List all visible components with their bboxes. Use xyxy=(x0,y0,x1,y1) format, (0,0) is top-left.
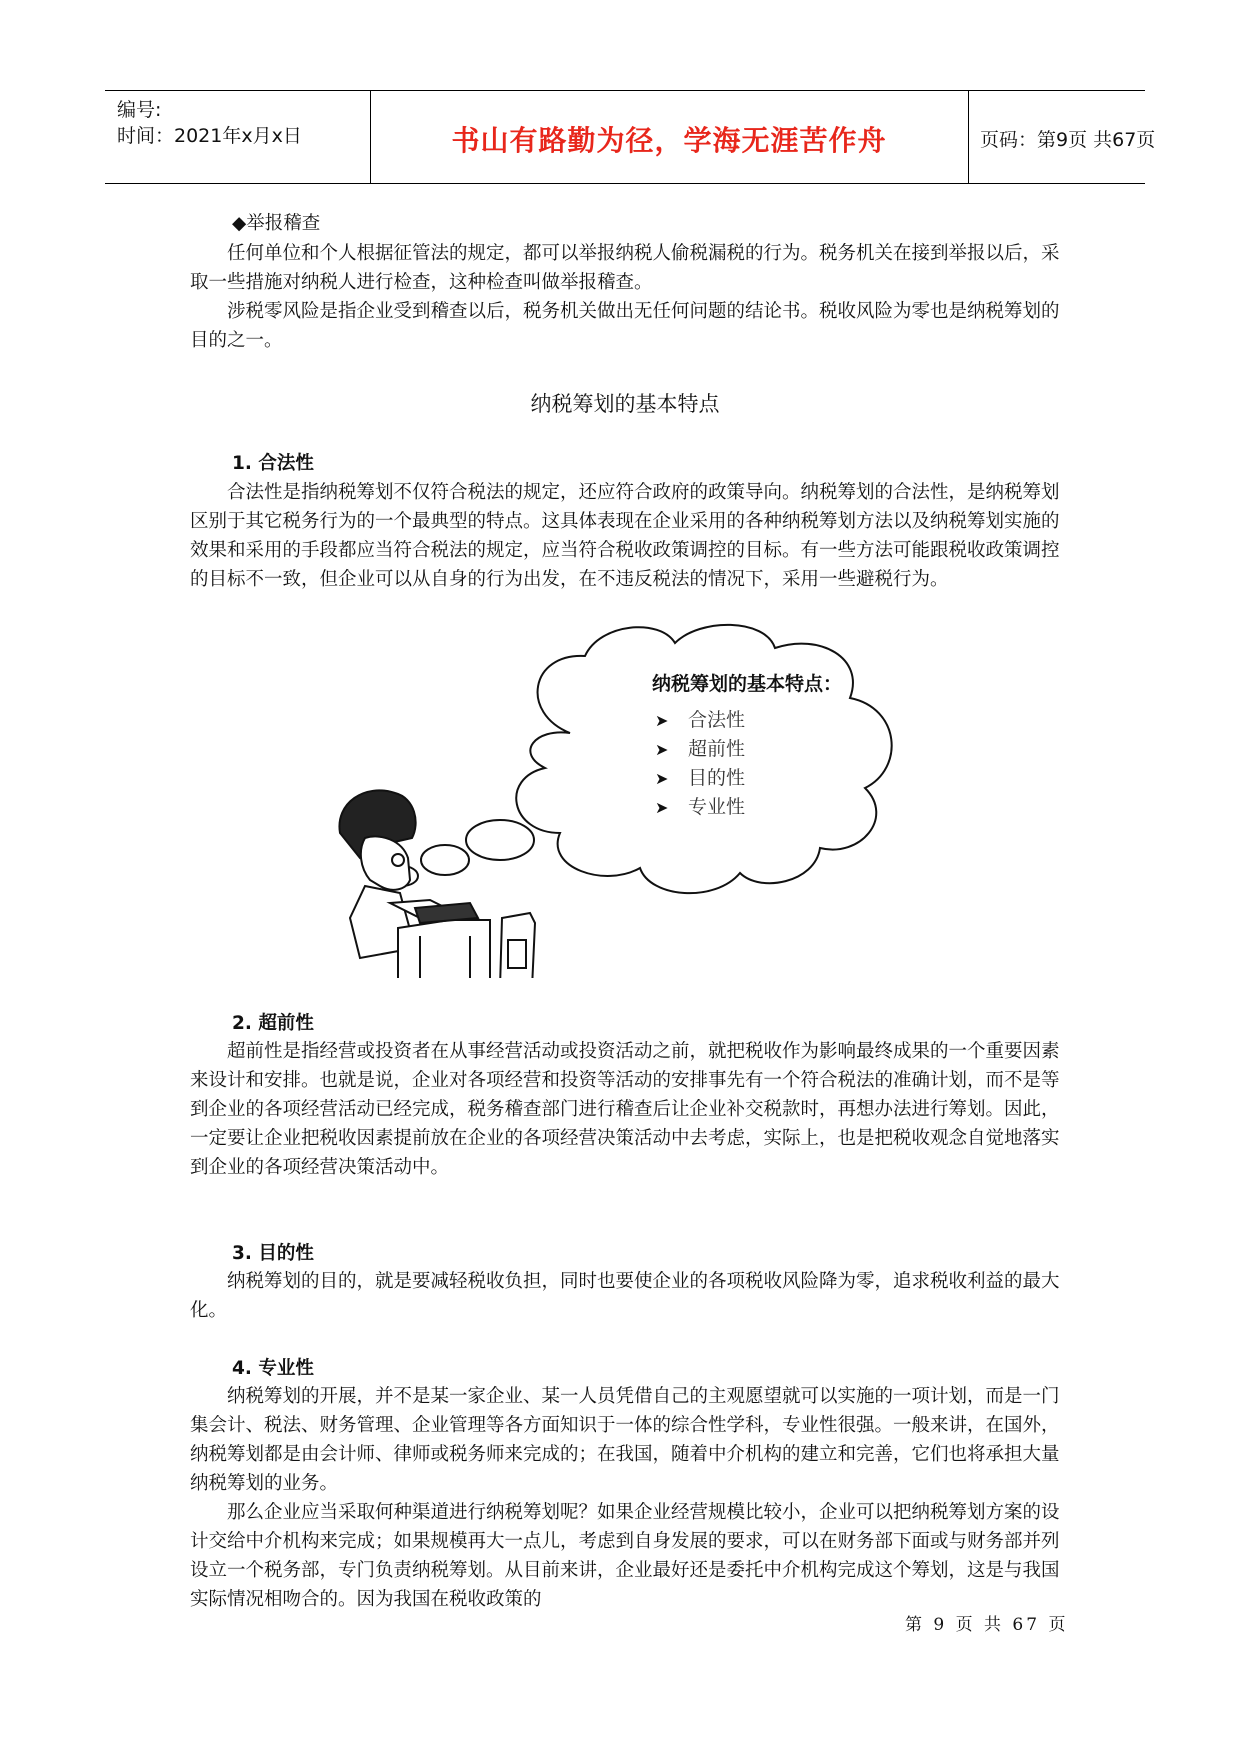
figure-item: 专业性 xyxy=(688,796,746,818)
figure-item: 超前性 xyxy=(688,738,746,760)
section-heading: 4. 专业性 xyxy=(232,1358,314,1379)
document-header xyxy=(105,90,1156,184)
arrow-icon: ➤ xyxy=(655,798,669,817)
paragraph: 那么企业应当采取何种渠道进行纳税筹划呢？如果企业经营规模比较小，企业可以把纳税筹划方案的设计交给中介机构来完成；如果规模再大一点儿，考虑到自身发展的要求，可以在财务部下面或与财务部并列设立一个税务部，专门负责纳税筹划。从目前来讲，企业最好还是委托中介机构完成这个筹划，这是与我国实际情况相吻合的。因为我国在税收政策的 xyxy=(190,1502,1060,1610)
arrow-icon: ➤ xyxy=(655,711,669,730)
header-page-label: 页码：第9页 共67页 xyxy=(980,129,1156,151)
report-audit-bullet: ◆举报稽查 xyxy=(232,213,321,234)
thought-bubble xyxy=(421,845,469,875)
thought-cloud-illustration xyxy=(320,618,920,978)
paragraph: 任何单位和个人根据征管法的规定，都可以举报纳税人偷税漏税的行为。税务机关在接到举报以后，采取一些措施对纳税人进行检查，这种检查叫做举报稽查。 xyxy=(190,243,1060,293)
section-title: 纳税筹划的基本特点 xyxy=(530,392,720,416)
section-heading: 3. 目的性 xyxy=(232,1243,314,1264)
figure-item: 目的性 xyxy=(688,767,746,789)
section-heading: 2. 超前性 xyxy=(232,1013,314,1034)
time-label: 时间：2021年x月x日 xyxy=(117,125,302,147)
paragraph: 涉税零风险是指企业受到稽查以后，税务机关做出无任何问题的结论书。税收风险为零也是纳税筹划的目的之一。 xyxy=(190,301,1060,351)
page-footer: 第 9 页 共 67 页 xyxy=(905,1615,1069,1635)
header-motto: 书山有路勤为径，学海无涯苦作舟 xyxy=(451,124,887,157)
arrow-icon: ➤ xyxy=(655,740,669,759)
header-motto-cell xyxy=(370,91,969,183)
paragraph: 纳税筹划的开展，并不是某一家企业、某一人员凭借自己的主观愿望就可以实施的一项计划，而是一门集会计、税法、财务管理、企业管理等各方面知识于一体的综合性学科，专业性很强。一般来讲，在国外，纳税筹划都是由会计师、律师或税务师来完成的；在我国，随着中介机构的建立和完善，它们也将承担大量纳税筹划的业务。 xyxy=(190,1386,1060,1494)
person-at-typewriter xyxy=(320,790,540,978)
figure-title: 纳税筹划的基本特点： xyxy=(652,673,843,695)
thought-cloud-figure xyxy=(320,618,920,978)
paragraph: 合法性是指纳税筹划不仅符合税法的规定，还应符合政府的政策导向。纳税筹划的合法性，是纳税筹划区别于其它税务行为的一个最典型的特点。这具体表现在企业采用的各种纳税筹划方法以及纳税筹划实施的效果和采用的手段都应当符合税法的规定，应当符合税收政策调控的目标。有一些方法可能跟税收政策调控的目标不一致，但企业可以从自身的行为出发，在不违反税法的情况下，采用一些避税行为。 xyxy=(190,482,1060,590)
header-page-cell xyxy=(968,91,1156,183)
thought-bubble xyxy=(466,820,534,860)
header-meta-cell xyxy=(105,91,371,183)
number-label: 编号: xyxy=(117,99,162,121)
paragraph: 纳税筹划的目的，就是要减轻税收负担，同时也要使企业的各项税收风险降为零，追求税收利益的最大化。 xyxy=(190,1271,1060,1321)
figure-item: 合法性 xyxy=(688,709,746,731)
section-heading: 1. 合法性 xyxy=(232,453,314,474)
paragraph: 超前性是指经营或投资者在从事经营活动或投资活动之前，就把税收作为影响最终成果的一个重要因素来设计和安排。也就是说，企业对各项经营和投资等活动的安排事先有一个符合税法的准确计划，而不是等到企业的各项经营活动已经完成，税务稽查部门进行稽查后让企业补交税款时，再想办法进行筹划。因此，一定要让企业把税收因素提前放在企业的各项经营决策活动中去考虑，实际上，也是把税收观念自觉地落实到企业的各项经营决策活动中。 xyxy=(190,1041,1060,1178)
arrow-icon: ➤ xyxy=(655,769,669,788)
